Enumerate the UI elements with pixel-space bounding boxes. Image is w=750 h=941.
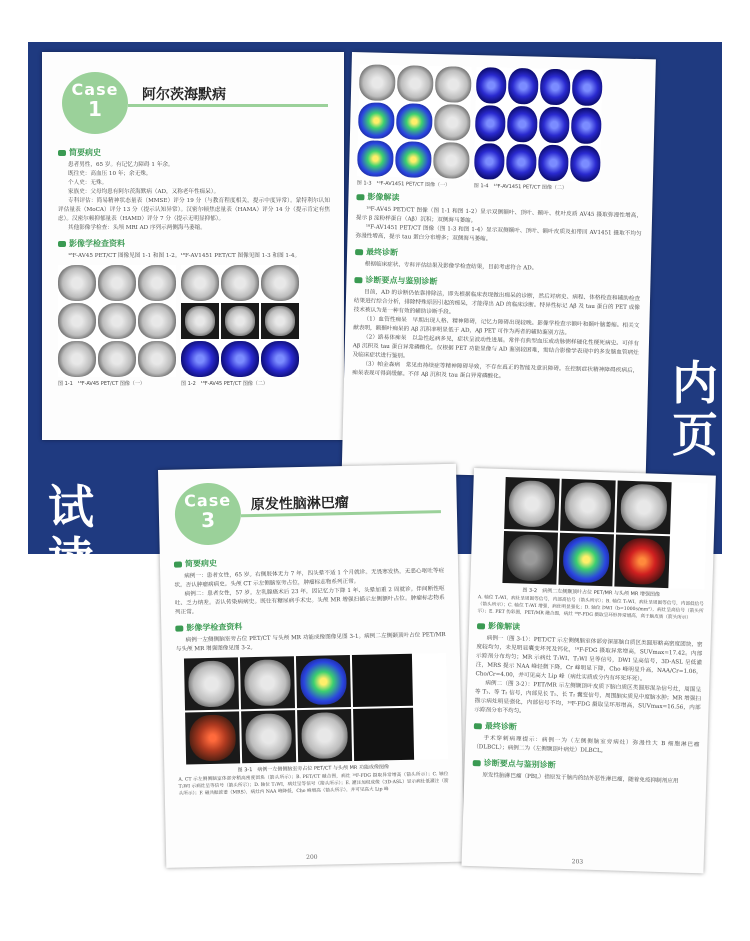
figure-caption: 图 1-2 ¹⁸F-AV45 PET/CT 图像（二） xyxy=(181,381,268,387)
figure-caption: 图 1-4 ¹⁸F-AV1451 PET/CT 图像（二） xyxy=(473,183,568,192)
paragraph: （3）帕金森病 常见由持续症等精神障碍导致，不存在真正的智能及意识障碍。在控制症状精神障碍疾病后，痴呆表现可得到缓解。不伴 Aβ 沉积及 tau 蛋白异常磷酸化。 xyxy=(352,361,639,380)
section-heading: 影像学检查资料 xyxy=(175,617,445,634)
section-heading: 最终诊断 xyxy=(355,246,641,264)
paragraph: 手术穿刺病理提示：病例一为（左侧侧脑室旁病灶）弥漫性大 B 细胞淋巴瘤（DLBCL）；病例二为（左侧颞顶叶病灶）DLBCL。 xyxy=(473,735,700,755)
section-heading: 最终诊断 xyxy=(474,720,700,738)
section-heading: 影像学检查资料 xyxy=(58,238,330,249)
figure-3-2-scans xyxy=(502,477,707,589)
case-number: 1 xyxy=(88,97,102,121)
case-number: 3 xyxy=(200,507,216,533)
page-case1-right xyxy=(342,52,656,479)
page-case3-right xyxy=(461,468,715,873)
paragraph: 既往史：高血压 10 年；余无殊。 xyxy=(68,171,152,177)
paragraph: ¹⁸F-AV45 PET/CT 图像（图 1-1 和图 1-2）显示双侧额叶、顶叶、颞叶、枕叶皮质 AV45 摄取弥漫性增高，提示 β 淀粉样蛋白（Aβ）沉积；双侧海马萎缩。 xyxy=(355,206,643,225)
figure-caption: 图 3-2 病例二左侧颞顶叶占位 PET/MR 与头颅 MR 增强图像 xyxy=(522,587,660,598)
paragraph: 病例一：患者女性，65 岁。右侧肢体无力 7 年，四头晕不适 1 个月就诊。无畏寒发热，无恶心呕吐等症状。否认肿瘤病病史。头颅 CT 示左侧脑室旁占位，肿瘤标志物系列正常。 xyxy=(174,568,445,589)
paragraph: 个人史：无殊。 xyxy=(68,180,108,186)
paragraph: 病例二：患者女性，57 岁。左乳腺癌术后 23 年，因记忆力下降 1 年、头晕加重 2 周就诊。伴间断性呕吐、乏力纳差。否认传染病病史。既往有糖尿病手术史。头颅 MR 增强扫描示左侧额叶占位。肿瘤标志物系列正常。 xyxy=(174,586,445,616)
figure-caption: 图 1-1 ¹⁸F-AV45 PET/CT 图像（一） xyxy=(58,381,145,387)
figure-1-4-scans xyxy=(474,67,603,182)
section-icon xyxy=(356,194,364,200)
section-heading: 简要病史 xyxy=(174,553,444,570)
paragraph: 病例一（图 3-1）：PET/CT 示左侧侧脑室体部旁深部脑白质区类圆形略高密度团块，密度较均匀，未见明显囊变坏死及钙化，¹⁸F-FDG 摄取异常增高，SUVmax=17.42。内部示踪剂分布均匀；MR 示病灶 T₁WI、T₂WI 呈等信号，DWI 呈高信号，3D-ASL 呈低灌注，MRS 提示 NAA 峰轻微下降，Cr 峰明显下降，Cho 峰明显升高，NAA/Cr=1.06，Cho/Cr=4.00，并可见高大 Lip 峰（病灶实质成分内有坏死坏死）。 xyxy=(475,635,703,683)
section-heading: 影像解读 xyxy=(356,191,642,209)
case-badge xyxy=(174,482,241,545)
section-icon xyxy=(174,561,182,567)
case-title: 阿尔茨海默病 xyxy=(142,87,226,103)
figure-caption: 图 1-3 ¹⁸F-AV1451 PET/CT 图像（一） xyxy=(356,180,451,189)
section-icon xyxy=(473,760,481,766)
figure-1-2-scans xyxy=(181,265,299,377)
figure-caption: 图 3-1 病例一左侧侧脑室旁占位 PET/CT 与头颅 MR 功能成像图像 xyxy=(237,764,390,774)
figure-note: A. 轴位 T₂WI，病灶呈周围等信号，内部高信号（箭头所示）；B. 轴位 T₁WI，病灶呈周围等信号，内部低信号（箭头所示）；C. 轴位 T₁WI 增强，病灶明显强化；D. 轴位 DWI（b=1000s/mm²），病灶呈高信号（箭头所示）；E. PET 伪彩图，PET/MR 融合图，病灶 ¹⁸F-FDG 摄取呈环形异常增高，高于脑皮质（箭头所示） xyxy=(477,595,704,621)
paragraph: ¹⁸F-AV45 PET/CT 图像见图 1-1 和图 1-2。¹⁸F-AV1451 PET/CT 图像见图 1-3 和图 1-4。 xyxy=(68,253,301,259)
section-icon xyxy=(474,723,482,729)
paragraph: 目前，AD 的诊断仍依靠排除法，即先根据临床表现做出痴呆的诊断，然后对病史、病程、体格检查和辅助检查结果进行综合分析，排除特殊原因引起的痴呆，才能得出 AD 的临床诊断。特异性标记 Aβ 及 tau 蛋白的 PET 成像技术被认为是一种有效的辅助诊断手段。 xyxy=(353,289,641,316)
figure-note: A. CT 示左侧侧脑室体部旁稍高密度团块（箭头所示）；B. PET/CT 融合图，病灶 ¹⁸F-FDG 摄取异常增高（箭头所示）；C. 轴位 T₂WI 示病灶呈等信号（箭头所示）；D. 轴位 T₁WI，病灶呈等信号（箭头所示）；E. 灌注加权成像（3D-ASL）显示病灶低灌注（箭头所示）；F. 磁共振波谱（MRS），病灶内 NAA 峰降低，Cho 峰增高（箭头所示），并可见高大 Lip 峰 xyxy=(178,771,449,797)
paragraph: 患者男性，65 岁。有记忆力障碍 1 年余。 xyxy=(68,162,174,168)
case-label: Case xyxy=(183,490,232,511)
paragraph: （2）路易体痴呆 以急性起病多见，症状呈波动性进展。常伴有典型血压或动脉粥样硬化性梗死病史。可伴有 Aβ 沉积及 tau 蛋白异常磷酸化，仅根据 PET 功能显像与 AD 鉴别较困难，需结合影像学表现中的多发脑血管病灶及临床症状进行鉴别。 xyxy=(352,334,640,360)
paragraph: 其他影像学检查：头颅 MRI AD 序列示两侧海马萎缩。 xyxy=(68,225,206,231)
section-icon xyxy=(477,623,485,629)
paragraph: ¹⁸F-AV1451 PET/CT 图像（图 1-3 和图 1-4）显示双侧颞叶、顶叶、额叶皮质及扣带回 AV1451 摄取不均匀弥漫性增高，提示 tau 蛋白分布增多；双侧海马萎缩。 xyxy=(355,224,642,243)
figure-1-1-scans xyxy=(58,265,176,377)
section-icon xyxy=(355,249,363,255)
case-badge xyxy=(62,72,128,134)
paragraph: 根据临床症状、专科评估结果及影像学检查结果，目前考虑符合 AD。 xyxy=(364,261,538,272)
case-title: 原发性脑淋巴瘤 xyxy=(250,495,349,514)
section-heading: 诊断要点与鉴别诊断 xyxy=(354,274,640,292)
label-read-char: 读 xyxy=(48,532,94,586)
page-number: 203 xyxy=(571,858,584,866)
paragraph: 原发性脑淋巴瘤（PBL）指原发于脑内的结外恶性淋巴瘤，随着免疫抑制剂应用 xyxy=(482,772,679,785)
case-label: Case xyxy=(71,80,119,99)
label-trial-char: 试 xyxy=(48,480,94,534)
paragraph: 专科评估：简易精神状态量表（MMSE）评分 19 分（与教育程度相关，提示中度异常）。蒙特利尔认知评估量表（MoCA）评分 13 分（提示认知异常）。汉密尔顿焦虑量表（HAMA）评分 14 分（提示肯定有焦虑）。汉密尔顿抑郁量表（HAMD）评分 7 分（提示无明显抑郁）。 xyxy=(58,198,330,222)
label-inner-char: 内 xyxy=(672,356,718,410)
title-underline xyxy=(128,104,328,107)
figure-1-3-scans xyxy=(357,64,472,179)
paragraph: 病例一左侧侧脑室旁占位 PET/CT 与头颅 MR 功能成像图像见图 3-1。病例二左侧颞顶叶占位 PET/MR 与头颅 MR 增强图像见图 3-2。 xyxy=(175,632,446,653)
paragraph: 病例二（图 3-2）：PET/MR 示左侧颞顶叶皮质下脑白质区类圆形混杂信号灶，周围呈等 T₁、等 T₂ 信号，内部见长 T₁、长 T₂ 囊变信号，周围脑实质见中度脑水肿；MR 增强扫描示病灶明显强化，内部信号不均，¹⁸F-FDG 摄取呈环形增高，SUVmax=16.56，内部示踪剂分布不均匀。 xyxy=(474,680,702,715)
page-number: 200 xyxy=(306,853,318,861)
section-icon xyxy=(58,150,66,156)
paragraph: 家族史：父母均患有阿尔茨海默病（AD，又称老年性痴呆）。 xyxy=(68,189,220,195)
paragraph: （1）血管性痴呆 早期出现人格、精神障碍，记忆力障碍出现较晚。影像学检查示额叶和颞叶脑萎缩。相关文献表明，额颞叶痴呆的 Aβ 沉积率明显低于 AD，Aβ PET 可作为两者的辅助鉴别方法。 xyxy=(353,316,640,337)
section-icon xyxy=(58,241,66,247)
section-icon xyxy=(175,625,183,631)
section-icon xyxy=(354,277,362,283)
figure-3-1-scans xyxy=(184,653,448,764)
section-heading: 简要病史 xyxy=(58,147,330,158)
section-heading: 诊断要点与鉴别诊断 xyxy=(473,757,699,775)
section-heading: 影像解读 xyxy=(477,620,703,638)
label-page-char: 页 xyxy=(672,408,718,462)
page-case1-left xyxy=(42,52,344,440)
page-case3-left xyxy=(158,464,464,868)
